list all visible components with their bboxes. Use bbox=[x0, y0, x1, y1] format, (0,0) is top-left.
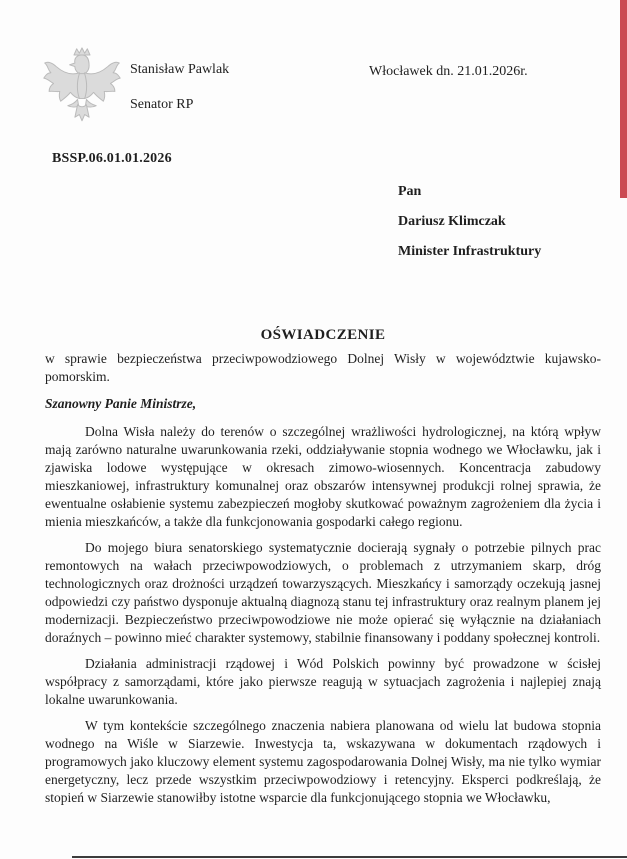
dateline: Włocławek dn. 21.01.2026r. bbox=[369, 64, 528, 79]
paragraph-3: Działania administracji rządowej i Wód Polskich powinny być prowadzone w ścisłej współpracy z samorządami, które jako pierwsze reagują w sytuacjach zagrożenia i najlepiej znają lokalne uwarunkowania. bbox=[45, 656, 601, 707]
greeting: Szanowny Panie Ministrze, bbox=[45, 396, 197, 411]
paragraph-1: Dolna Wisła należy do terenów o szczególnej wrażliwości hydrologicznej, na którą wpływ mają zarówno naturalne uwarunkowania rzeki, oddziaływanie stopnia wodnego we Włocławku, jak i zjawiska lodowe występujące w okresach zimowo-wiosennych. Koncentracja zabudowy mieszkaniowej, infrastruktury komunalnej oraz obszarów intensywnej produkcji rolnej sprawia, że ewentualne osłabienie systemu zabezpieczeń mogłoby skutkować poważnym zagrożeniem dla życia i mienia mieszkańców, a także dla funkcjonowania gospodarki całego regionu. bbox=[45, 424, 601, 529]
scan-artifact-line bbox=[72, 856, 627, 858]
sender-block bbox=[130, 62, 229, 113]
recipient-salutation: Pan bbox=[398, 184, 422, 199]
document-title: OŚWIADCZENIE bbox=[260, 327, 386, 343]
subject-line: w sprawie bezpieczeństwa przeciwpowodziowego Dolnej Wisły w województwie kujawsko-pomorskim. bbox=[45, 351, 601, 384]
paragraph-2: Do mojego biura senatorskiego systematycznie docierają sygnały o potrzebie pilnych prac remontowych na wałach przeciwpowodziowych, o problemach z utrzymaniem skarp, dróg technologicznych oraz drożności urządzeń towarzyszących. Mieszkańcy i samorządy oczekują jasnej odpowiedzi czy państwo dysponuje aktualną diagnozą stanu tej infrastruktury oraz realnym planem jej modernizacji. Bezpieczeństwo przeciwpowodziowe nie może opierać się wyłącznie na działaniach doraźnych – powinno mieć charakter systemowy, stabilnie finansowany i poddany społecznej kontroli. bbox=[45, 540, 601, 645]
recipient-position: Minister Infrastruktury bbox=[398, 244, 542, 259]
letter-body bbox=[45, 318, 601, 815]
sender-title: Senator RP bbox=[130, 97, 194, 112]
reference-number: BSSP.06.01.01.2026 bbox=[52, 151, 172, 166]
sender-name: Stanisław Pawlak bbox=[130, 62, 230, 77]
recipient-block bbox=[398, 184, 541, 274]
polish-eagle-emblem bbox=[42, 45, 122, 145]
red-accent-bar bbox=[620, 0, 627, 198]
recipient-name: Dariusz Klimczak bbox=[398, 214, 506, 229]
paragraph-4: W tym kontekście szczególnego znaczenia nabiera planowana od wielu lat budowa stopnia wodnego na Wiśle w Siarzewie. Inwestycja ta, wskazywana w dokumentach rządowych i programowych jako kluczowy element systemu zagospodarowania Dolnej Wisły, ma nie tylko wymiar energetyczny, lecz przede wszystkim przeciwpowodziowy i retencyjny. Eksperci podkreślają, że stopień w Siarzewie stanowiłby istotne wsparcie dla funkcjonującego stopnia we Włocławku, bbox=[45, 718, 601, 805]
